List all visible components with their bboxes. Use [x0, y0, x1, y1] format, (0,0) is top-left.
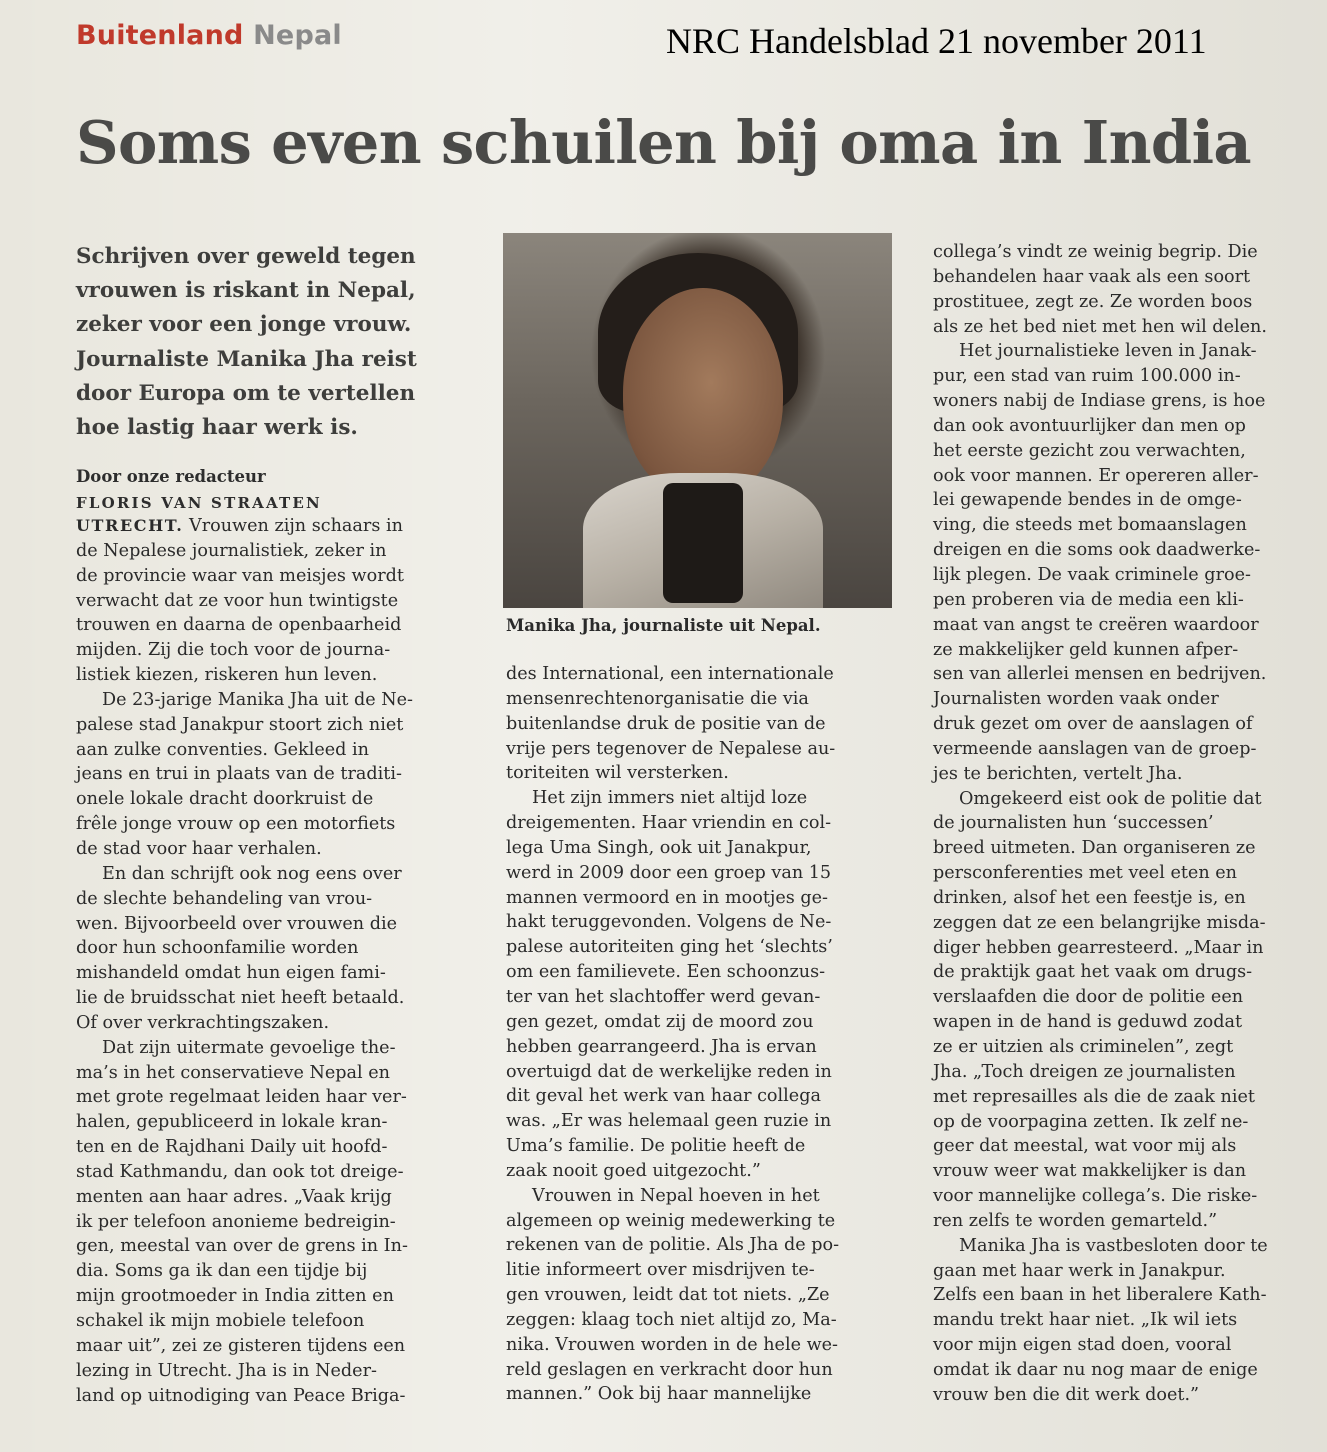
text-line: dit geval het werk van haar collega [506, 1086, 821, 1107]
text-line: ze makkelijker geld kunnen afper- [933, 639, 1239, 660]
text-line: land op uitnodiging van Peace Briga- [76, 1385, 406, 1406]
text-line: voor mannelijke collega’s. Die riske- [933, 1186, 1258, 1207]
byline-author: FLORIS VAN STRAATEN [76, 494, 322, 512]
column-3 [933, 240, 1323, 1408]
text-line: door hun schoonfamilie worden [76, 938, 359, 959]
subsection-name: Nepal [253, 20, 342, 51]
text-line: het eerste gezicht zou verwachten, [933, 440, 1246, 461]
text-line: druk gezet om over de aanslagen of [933, 714, 1253, 735]
portrait-photo [503, 233, 892, 608]
text-line: wen. Bijvoorbeeld over vrouwen die [76, 913, 398, 934]
text-line: mannen vermoord en in mootjes ge- [506, 887, 828, 908]
text-line: lega Uma Singh, ook uit Janakpur, [506, 837, 812, 858]
text-line: Het zijn immers niet altijd loze [532, 788, 808, 809]
text-line: overtuigd dat de werkelijke reden in [506, 1061, 832, 1082]
text-line: vrouw weer wat makkelijker is dan [933, 1161, 1247, 1182]
text-line: de stad voor haar verhalen. [76, 838, 322, 859]
text-line: verwacht dat ze voor hun twintigste [76, 590, 399, 611]
text-line: op de voorpagina zetten. Ik zelf ne- [933, 1111, 1249, 1132]
headline: Soms even schuilen bij oma in India [76, 108, 1252, 177]
intro-line: Schrijven over geweld tegen [76, 244, 416, 269]
text-line: sen van allerlei mensen en bedrijven. [933, 664, 1267, 685]
text-line: vrouw ben die dit werk doet.” [933, 1384, 1200, 1405]
text-line: jeans en trui in plaats van de traditi- [76, 764, 402, 785]
text-line: ving, die steeds met bomaanslagen [933, 515, 1247, 536]
text-line: dreigementen. Haar vriendin en col- [506, 813, 832, 834]
text-line: Of over verkrachtingszaken. [76, 1012, 330, 1033]
intro-line: Journaliste Manika Jha reist [76, 346, 417, 372]
text-line: geer dat meestal, wat voor mij als [933, 1136, 1237, 1157]
text-line: aan zulke conventies. Gekleed in [76, 739, 369, 760]
text-line: gen gezet, omdat zij de moord zou [506, 1011, 814, 1032]
text-line: de provincie waar van meisjes wordt [76, 565, 404, 586]
text-line: zeggen: klaag toch niet altijd zo, Ma- [506, 1309, 837, 1330]
text-line: schakel ik mijn mobiele telefoon [76, 1311, 365, 1331]
text-line: mijden. Zij die toch voor de journa- [76, 640, 391, 661]
text-line: omdat ik daar nu nog maar de enige [933, 1359, 1258, 1380]
text-line: rekenen van de politie. Als Jha de po- [506, 1235, 840, 1256]
intro-lead [76, 240, 486, 445]
text-line: nika. Vrouwen worden in de hele we- [506, 1334, 838, 1355]
text-line: De 23-jarige Manika Jha uit de Ne- [102, 689, 414, 710]
text-line: des International, een internationale [506, 664, 834, 684]
text-line: was. „Er was helemaal geen ruzie in [506, 1111, 832, 1132]
text-line: Manika Jha is vastbesloten door te [959, 1235, 1268, 1256]
text-line: ook voor mannen. Er opereren aller- [933, 465, 1259, 486]
text-line: met grote regelmaat leiden haar ver- [76, 1087, 407, 1108]
text-line: ma’s in het conservatieve Nepal en [76, 1062, 390, 1083]
text-line: met represailles als die de zaak niet [933, 1086, 1255, 1107]
text-line: gen, meestal van over de grens in In- [76, 1236, 408, 1257]
text-line: Uma’s familie. De politie heeft de [506, 1136, 806, 1157]
text-line: UTRECHT. Vrouwen zijn schaars in [76, 516, 403, 536]
text-line: palese autoriteiten ging het ‘slechts’ [506, 937, 833, 958]
column-2 [506, 662, 906, 1407]
text-line: ik per telefoon anonieme bedreigin- [76, 1211, 396, 1232]
text-line: om een familievete. Een schoonzus- [506, 962, 826, 983]
text-line: En dan schrijft ook nog eens over [102, 863, 402, 884]
text-line: lezing in Utrecht. Jha is in Neder- [76, 1360, 377, 1381]
column-1 [76, 514, 496, 1408]
text-line: Vrouwen in Nepal hoeven in het [532, 1185, 820, 1206]
text-line: collega’s vindt ze weinig begrip. Die [933, 242, 1258, 262]
text-line: vrije pers tegenover de Nepalese au- [506, 738, 836, 759]
text-line: pen proberen via de media een kli- [933, 589, 1244, 610]
text-line: de slechte behandeling van vrou- [76, 888, 373, 909]
text-line: mishandeld omdat hun eigen fami- [76, 963, 386, 984]
text-line: Omgekeerd eist ook de politie dat [959, 788, 1262, 809]
text-line: maat van angst te creëren waardoor [933, 614, 1259, 635]
photo-caption: Manika Jha, journaliste uit Nepal. [506, 616, 821, 635]
text-line: prostituee, zegt ze. Ze worden boos [933, 291, 1253, 312]
text-line: mandu trekt haar niet. „Ik wil iets [933, 1310, 1238, 1331]
text-line: lei gewapende bendes in de omge- [933, 490, 1242, 511]
source-citation: NRC Handelsblad 21 november 2011 [666, 21, 1207, 61]
text-line: werd in 2009 door een groep van 15 [506, 862, 832, 883]
text-line: listiek kiezen, riskeren hun leven. [76, 665, 378, 686]
text-line: de Nepalese journalistiek, zeker in [76, 540, 387, 561]
text-line: breed uitmeten. Dan organiseren ze [933, 838, 1256, 859]
text-line: hakt teruggevonden. Volgens de Ne- [506, 912, 832, 933]
intro-line: vrouwen is riskant in Nepal, [76, 278, 416, 304]
text-line: palese stad Janakpur stoort zich niet [76, 714, 404, 735]
text-line: hebben gearrangeerd. Jha is ervan [506, 1036, 817, 1057]
text-line: wapen in de hand is geduwd zodat [933, 1012, 1243, 1033]
text-line: de praktijk gaat het vaak om drugs- [933, 962, 1253, 983]
text-line: Journalisten worden vaak onder [933, 689, 1219, 710]
text-line: dan ook avontuurlijker dan men op [933, 415, 1246, 436]
text-line: Zelfs een baan in het liberalere Kath- [933, 1285, 1267, 1306]
text-line: algemeen op weinig medewerking te [506, 1210, 836, 1231]
text-line: frêle jonge vrouw op een motorfiets [76, 814, 396, 835]
text-line: de journalisten hun ‘successen’ [933, 813, 1214, 834]
intro-line: zeker voor een jonge vrouw. [76, 312, 412, 338]
text-line: jes te berichten, vertelt Jha. [933, 763, 1183, 784]
text-line: Jha. „Toch dreigen ze journalisten [933, 1061, 1236, 1082]
text-line: ren zelfs te worden gemarteld.” [933, 1210, 1218, 1231]
text-line: stad Kathmandu, dan ook tot dreige- [76, 1161, 404, 1182]
text-line: gaan met haar werk in Janakpur. [933, 1260, 1226, 1281]
text-line: verslaafden die door de politie een [933, 987, 1244, 1008]
text-line: Dat zijn uitermate gevoelige the- [102, 1037, 396, 1058]
text-line: zeggen dat ze een belangrijke misda- [933, 912, 1266, 933]
intro-line: door Europa om te vertellen [76, 380, 416, 406]
text-line: voor mijn eigen stad doen, vooral [933, 1335, 1232, 1356]
section-label [76, 20, 342, 51]
text-line: woners nabij de Indiase grens, is hoe [933, 391, 1266, 412]
text-line: mijn grootmoeder in India zitten en [76, 1286, 394, 1307]
text-line: lijk plegen. De vaak criminele groe- [933, 564, 1251, 585]
byline-prefix: Door onze redacteur [76, 467, 266, 486]
text-line: gen vrouwen, leidt dat tot niets. „Ze [506, 1285, 830, 1306]
text-line: reld geslagen en verkracht door hun [506, 1359, 833, 1380]
text-line: ten en de Rajdhani Daily uit hoofd- [76, 1137, 388, 1158]
text-line: vermeende aanslagen van de groep- [933, 738, 1257, 759]
text-line: trouwen en daarna de openbaarheid [76, 615, 402, 636]
text-line: buitenlandse druk de positie van de [506, 713, 826, 734]
text-line: persconferenties met veel eten en [933, 863, 1237, 884]
text-line: halen, gepubliceerd in lokale kran- [76, 1112, 388, 1133]
text-line: ze er uitzien als criminelen”, zegt [933, 1037, 1234, 1057]
text-line: ter van het slachtoffer werd gevan- [506, 986, 821, 1007]
text-line: mensenrechtenorganisatie die via [506, 688, 809, 709]
text-line: behandelen haar vaak als een soort [933, 266, 1251, 287]
text-line: Het journalistieke leven in Janak- [959, 341, 1257, 362]
text-line: zaak nooit goed uitgezocht.” [506, 1160, 761, 1181]
text-line: toriteiten wil versterken. [506, 763, 729, 784]
text-line: menten aan haar adres. „Vaak krijg [76, 1186, 392, 1207]
text-line: drinken, alsof het een feestje is, en [933, 887, 1246, 908]
text-line: als ze het bed niet met hen wil delen. [933, 316, 1267, 337]
text-line: pur, een stad van ruim 100.000 in- [933, 366, 1241, 387]
text-line: dreigen en die soms ook daadwerke- [933, 540, 1261, 561]
dateline: UTRECHT. [76, 516, 184, 535]
text-line: dia. Soms ga ik dan een tijdje bij [76, 1261, 368, 1282]
text-line: diger hebben gearresteerd. „Maar in [933, 937, 1264, 958]
text-line: litie informeert over misdrijven te- [506, 1260, 815, 1281]
text-line: mannen.” Ook bij haar mannelijke [506, 1384, 812, 1405]
intro-line: hoe lastig haar werk is. [76, 415, 358, 441]
photo-face-shape [623, 288, 783, 498]
text-line: maar uit”, zei ze gisteren tijdens een [76, 1335, 406, 1356]
section-name: Buitenland [76, 20, 244, 51]
photo-collar-shape [663, 483, 743, 603]
text-line: lie de bruidsschat niet heeft betaald. [76, 988, 405, 1009]
text-line: onele lokale dracht doorkruist de [76, 789, 374, 810]
